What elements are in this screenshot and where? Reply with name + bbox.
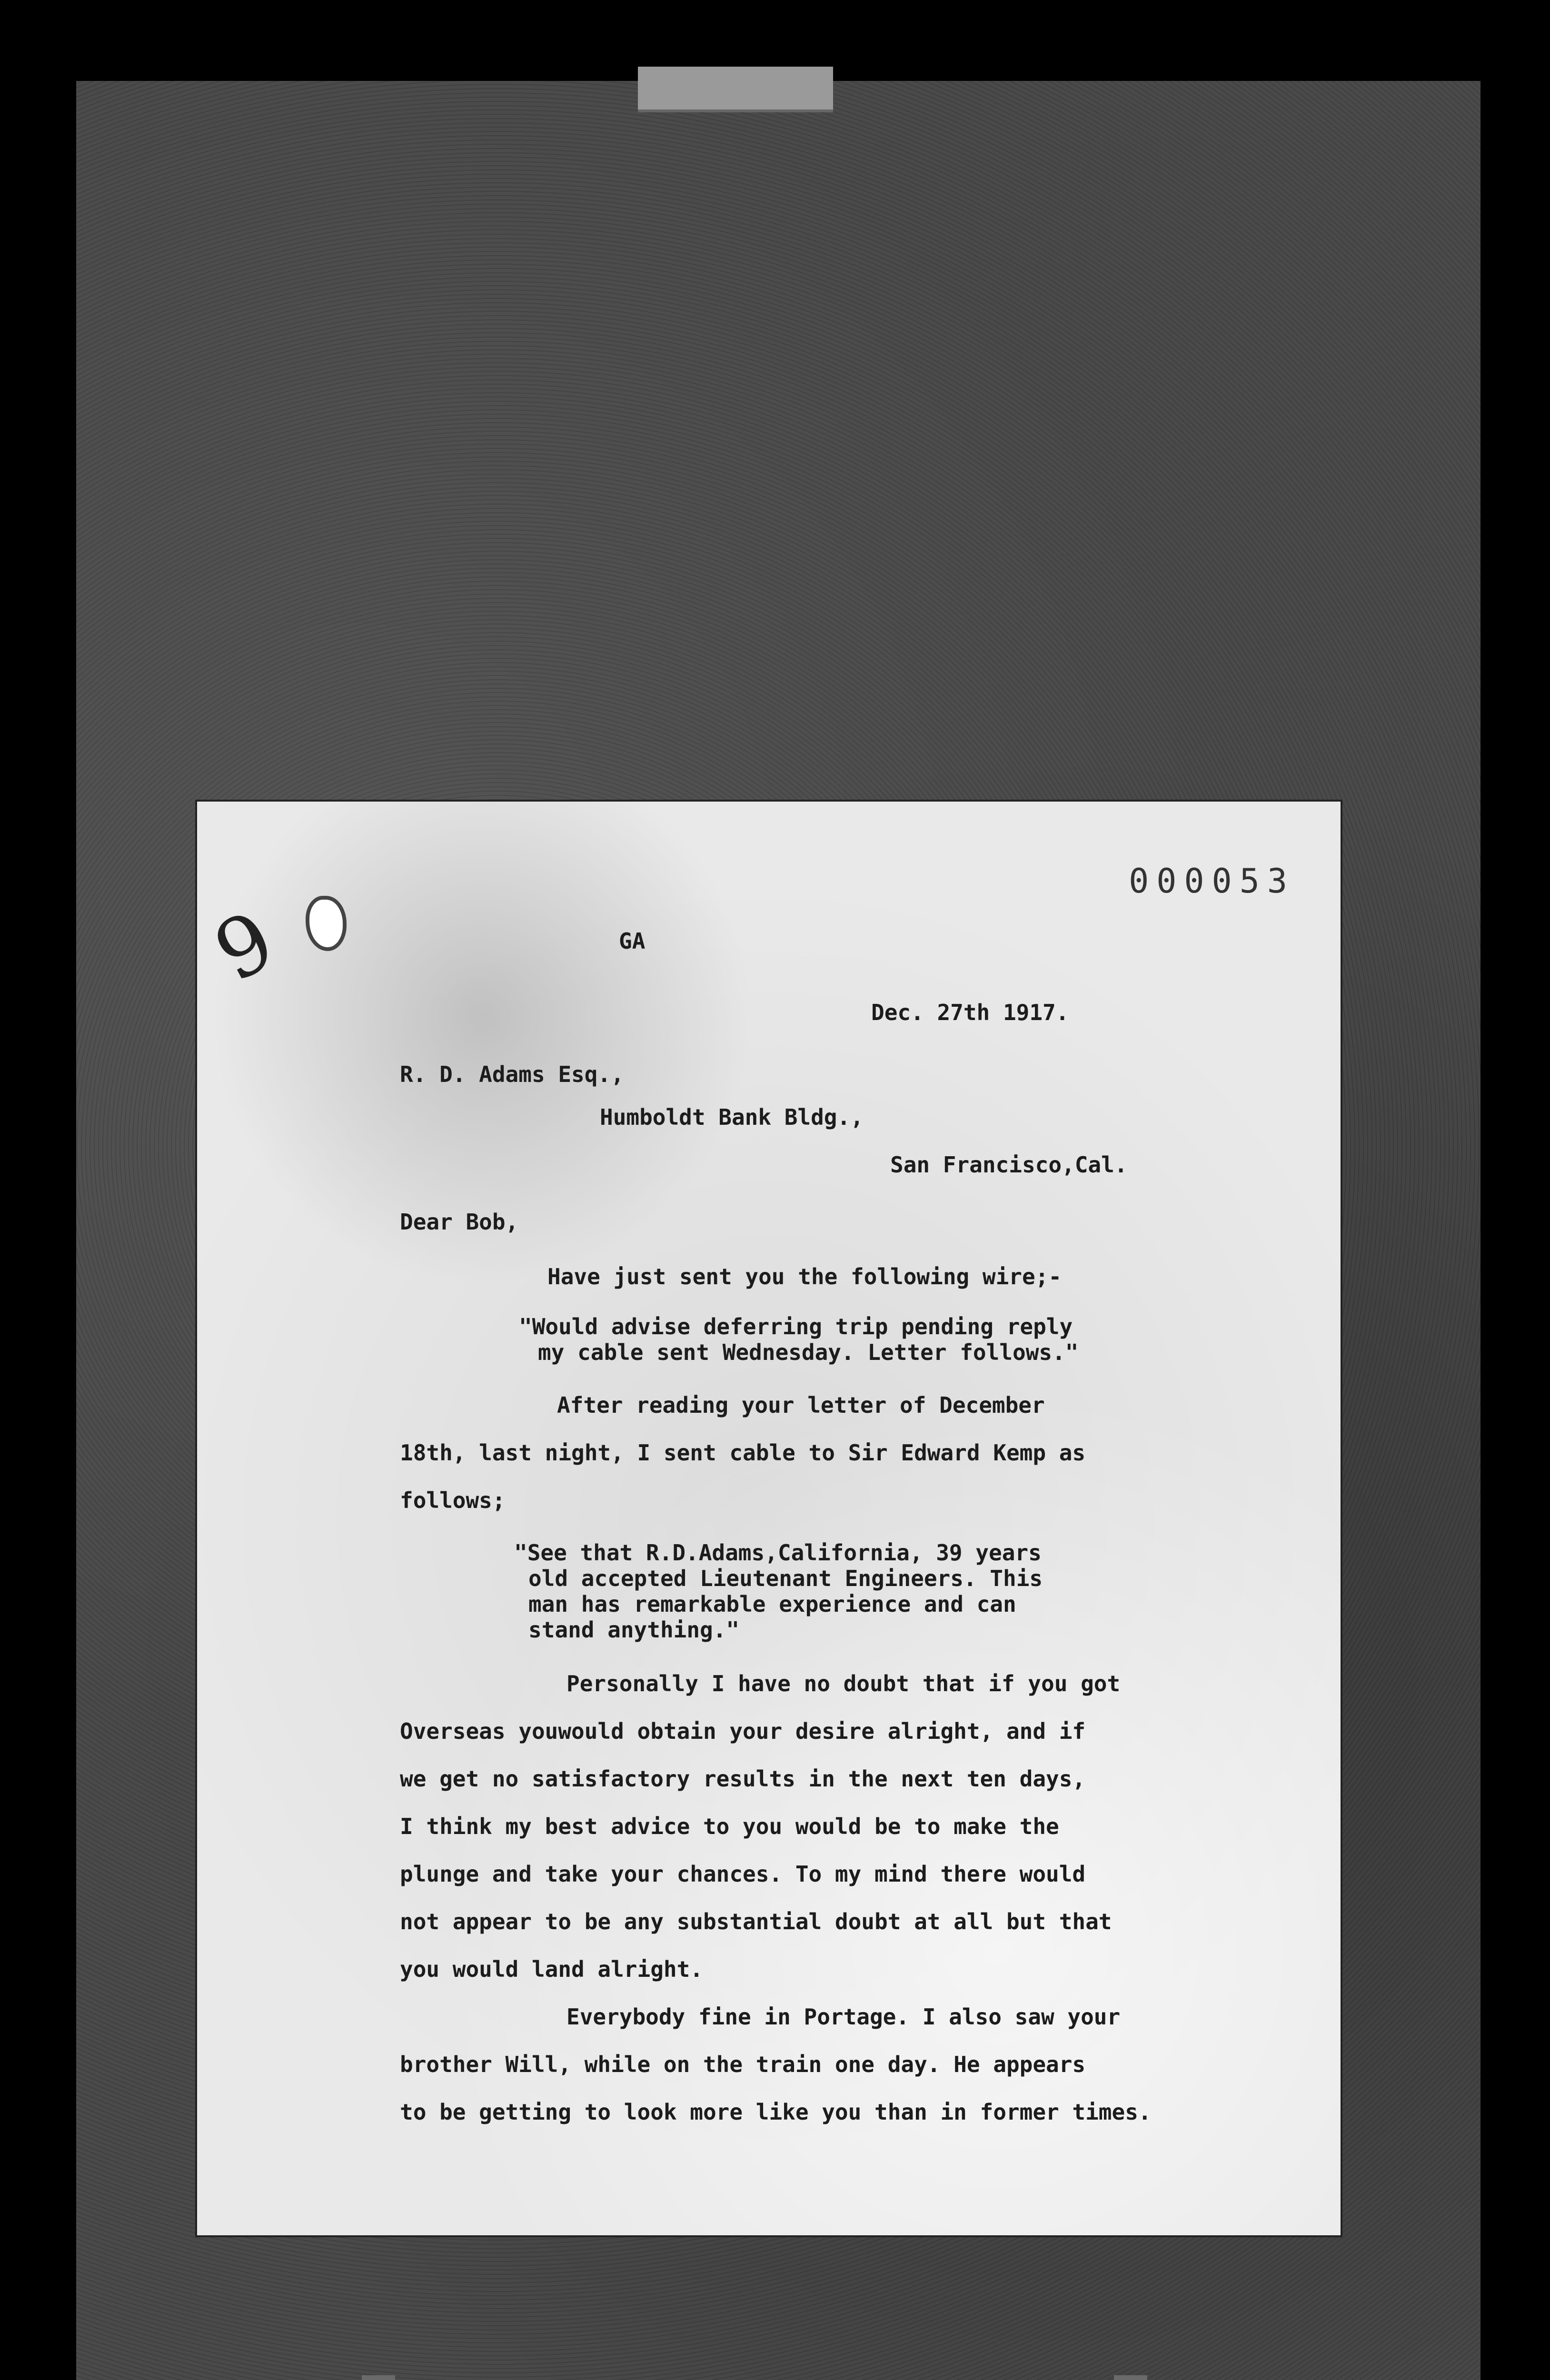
- page-stamp-number: 000053: [1129, 862, 1295, 901]
- label-clip-left: [362, 2375, 395, 2380]
- cable-line-3: man has remarkable experience and can: [528, 1591, 1016, 1617]
- cable-line-4: stand anything.": [528, 1617, 740, 1643]
- paragraph-3-line-6: not appear to be any substantial doubt at all but that: [400, 1909, 1112, 1934]
- paragraph-4-line-2: brother Will, while on the train one day. He appears: [400, 2052, 1086, 2077]
- paragraph-1: Have just sent you the following wire;-: [547, 1264, 1062, 1289]
- wire-line-2: my cable sent Wednesday. Letter follows.": [538, 1339, 1079, 1365]
- address-line-2: Humboldt Bank Bldg.,: [600, 1104, 864, 1130]
- letter-date: Dec. 27th 1917.: [871, 1000, 1069, 1025]
- address-line-3: San Francisco,Cal.: [890, 1152, 1128, 1178]
- letter-page: [195, 800, 1342, 2237]
- paragraph-2-line-2: 18th, last night, I sent cable to Sir Edward Kemp as: [400, 1440, 1086, 1466]
- cable-line-1: "See that R.D.Adams,California, 39 years: [514, 1540, 1042, 1566]
- handwritten-mark: 9: [199, 893, 290, 1001]
- paragraph-2-line-1: After reading your letter of December: [557, 1392, 1045, 1418]
- top-clip: [638, 67, 833, 112]
- paragraph-3-line-4: I think my best advice to you would be to make the: [400, 1814, 1059, 1839]
- paragraph-4-line-1: Everybody fine in Portage. I also saw your: [566, 2004, 1121, 2030]
- paragraph-3-line-3: we get no satisfactory results in the next ten days,: [400, 1766, 1086, 1792]
- label-clip-right: [1114, 2375, 1147, 2380]
- salutation: Dear Bob,: [400, 1209, 519, 1235]
- cable-line-2: old accepted Lieutenant Engineers. This: [528, 1566, 1043, 1591]
- paragraph-3-line-1: Personally I have no doubt that if you got: [566, 1671, 1121, 1696]
- wire-line-1: "Would advise deferring trip pending reply: [519, 1314, 1073, 1339]
- typist-initials: GA: [619, 928, 646, 954]
- letter-body: [195, 800, 1342, 2237]
- address-line-1: R. D. Adams Esq.,: [400, 1061, 624, 1087]
- paragraph-3-line-7: you would land alright.: [400, 1956, 703, 1982]
- paragraph-3-line-2: Overseas youwould obtain your desire alright, and if: [400, 1718, 1086, 1744]
- paragraph-3-line-5: plunge and take your chances. To my mind there would: [400, 1861, 1086, 1887]
- paragraph-4-line-3: to be getting to look more like you than in former times.: [400, 2099, 1152, 2125]
- paragraph-2-line-3: follows;: [400, 1488, 506, 1513]
